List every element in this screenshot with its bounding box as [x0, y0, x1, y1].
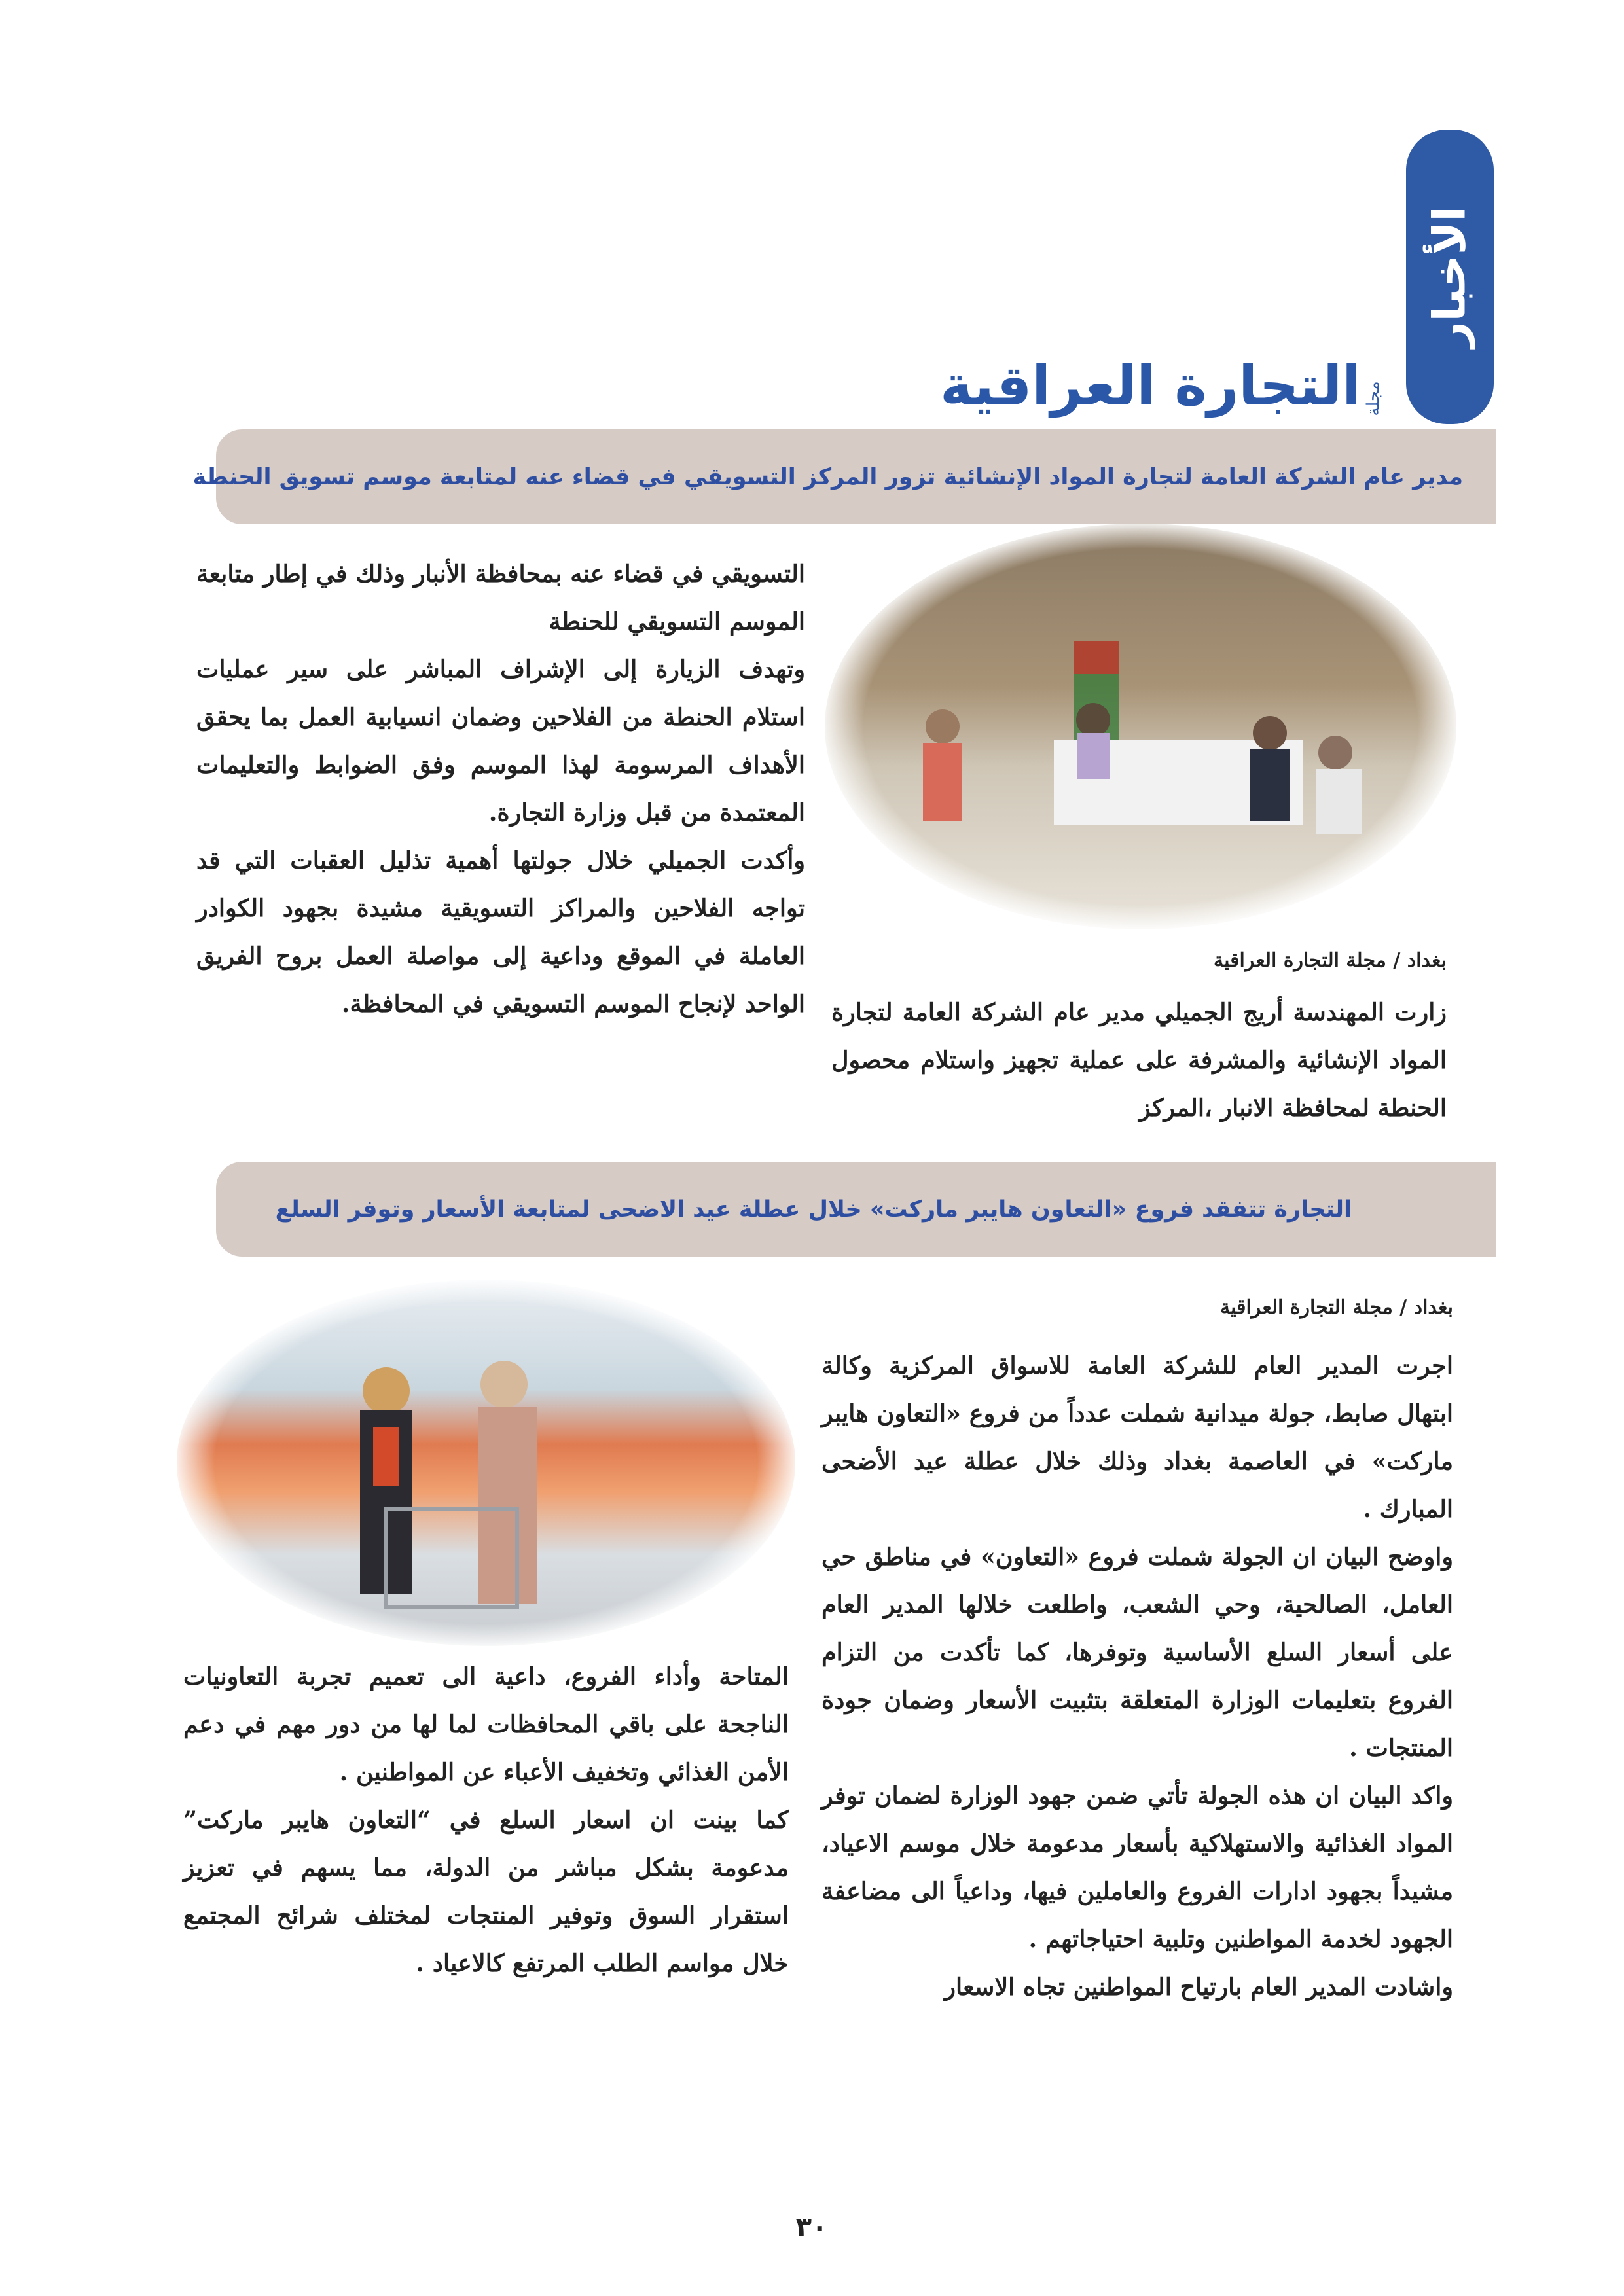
article1-left-paragraph: وأكدت الجميلي خلال جولتها أهمية تذليل العقبات التي قد تواجه الفلاحين والمراكز التسويقية مشيدة بجهود الكوادر العاملة في الموقع وداعية إلى مواصلة العمل بروح الفريق الواحد لإنجاح الموسم التسويقي في المحافظة. [196, 846, 805, 1018]
article2-right-paragraph: واشادت المدير العام بارتياح المواطنين تجاه الاسعار [944, 1973, 1453, 2001]
article1-headline-banner [192, 429, 1496, 524]
section-tab [1406, 130, 1494, 424]
article1-left-paragraph: التسويقي في قضاء عنه بمحافظة الأنبار وذلك في إطار متابعة الموسم التسويقي للحنطة [196, 560, 805, 636]
article2-column-left [183, 1653, 789, 1987]
meeting-photo [825, 524, 1456, 929]
article1-right-paragraph: زارت المهندسة أريج الجميلي مدير عام الشركة العامة لتجارة المواد الإنشائية والمشرفة على عملية تجهيز واستلام محصول الحنطة لمحافظة الانبار ،المركز [831, 998, 1447, 1122]
article1-column-left [196, 550, 805, 1028]
article1-column-right [831, 988, 1447, 1132]
section-tab-label: الأخبار [1424, 206, 1476, 348]
supermarket-photo-illustration [177, 1280, 795, 1646]
article2-right-paragraph: واكد البيان ان هذه الجولة تأتي ضمن جهود الوزارة لضمان توفر المواد الغذائية والاستهلاكية بأسعار مدعومة خلال موسم الاعياد، مشيداً بجهود ادارات الفروع والعاملين فيها، وداعياً الى مضاعفة الجهود لخدمة المواطنين وتلبية احتياجاتهم . [821, 1782, 1453, 1953]
article2-left-paragraph: كما بينت ان اسعار السلع في “التعاون هايبر ماركت” مدعومة بشكل مباشر من الدولة، مما يسهم في تعزيز استقرار السوق وتوفير المنتجات لمختلف شرائح المجتمع خلال مواسم الطلب المرتفع كالاعياد . [183, 1806, 789, 1977]
article1-byline: بغداد / مجلة التجارة العراقية [1213, 949, 1447, 972]
article1-left-paragraph: وتهدف الزيارة إلى الإشراف المباشر على سير عمليات استلام الحنطة من الفلاحين وضمان انسيابية العمل بما يحقق الأهداف المرسومة لهذا الموسم وفق الضوابط والتعليمات المعتمدة من قبل وزارة التجارة. [196, 655, 805, 827]
article2-headline: التجارة تتفقد فروع «التعاون هايبر ماركت» خلال عطلة عيد الاضحى لمتابعة الأسعار وتوفر السلع [275, 1196, 1352, 1223]
article2-right-paragraph: اجرت المدير العام للشركة العامة للاسواق المركزية وكالة ابتهال صابط، جولة ميدانية شملت عدداً من فروع «التعاون هايبر ماركت» في العاصمة بغداد وذلك خلال عطلة عيد الأضحى المبارك . [821, 1352, 1453, 1523]
article1-headline: مدير عام الشركة العامة لتجارة المواد الإنشائية تزور المركز التسويقي في قضاء عنه لمتابعة موسم تسويق الحنطة [192, 463, 1463, 490]
article2-right-paragraph: واوضح البيان ان الجولة شملت فروع «التعاون» في مناطق حي العامل، الصالحية، وحي الشعب، واطلعت خلالها المدير العام على أسعار السلع الأساسية وتوفرها، كما تأكدت من التزام الفروع بتعليمات الوزارة المتعلقة بتثبيت الأسعار وضمان جودة المنتجات . [821, 1543, 1453, 1762]
magazine-name: التجارة العراقية [940, 353, 1361, 418]
meeting-photo-illustration [825, 524, 1456, 929]
article2-left-paragraph: المتاحة وأداء الفروع، داعية الى تعميم تجربة التعاونيات الناجحة على باقي المحافظات لما لها من دور مهم في دعم الأمن الغذائي وتخفيف الأعباء عن المواطنين . [183, 1662, 789, 1786]
magazine-logo [940, 353, 1391, 425]
article2-byline: بغداد / مجلة التجارة العراقية [1219, 1296, 1453, 1319]
article2-headline-banner [216, 1162, 1496, 1257]
supermarket-photo [177, 1280, 795, 1646]
page-number: ٣٠ [795, 2212, 828, 2242]
article2-column-right [821, 1342, 1453, 2011]
magazine-prefix: مجلة [1363, 381, 1384, 416]
